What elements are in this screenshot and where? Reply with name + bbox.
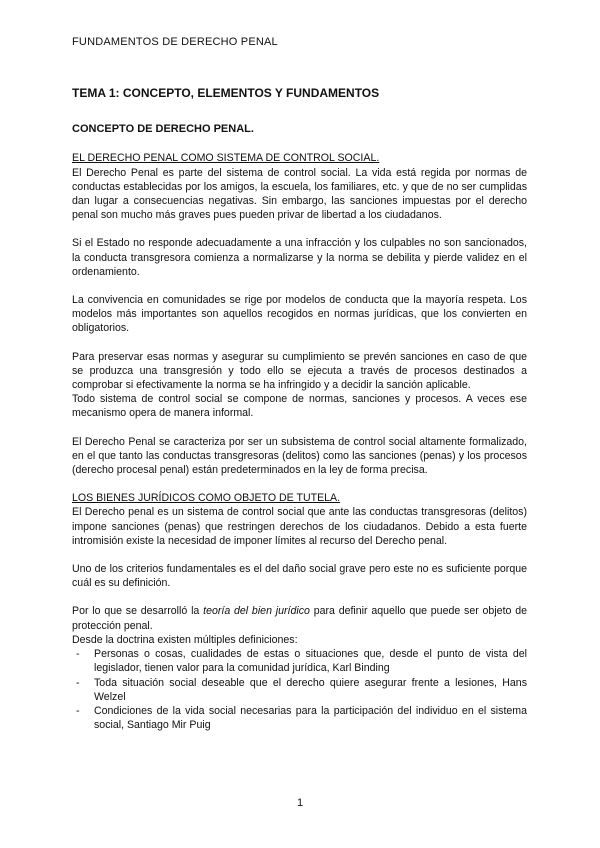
page-number: 1 <box>296 797 304 809</box>
paragraph <box>72 604 527 632</box>
definitions-list <box>72 647 527 732</box>
paragraph: El Derecho Penal se caracteriza por ser un subsistema de control social altamente formalizado, en el que tanto las conductas transgresoras (delitos) como las sanciones (penas) y los procesos (derecho procesal penal) están predeterminados en la ley de forma precisa. <box>72 435 527 477</box>
section-heading-bienes-juridicos: LOS BIENES JURÍDICOS COMO OBJETO DE TUTELA. <box>72 492 341 505</box>
section-bienes-juridicos <box>72 491 527 732</box>
paragraph: Para preservar esas normas y asegurar su cumplimiento se prevén sanciones en caso de que se produzca una transgresión y todo ello se ejecuta a través de procesos destinados a comprobar si efectivamente la norma se ha infringido y a decidir la sanción aplicable. <box>72 350 527 392</box>
list-item: - Personas o cosas, cualidades de estas o situaciones que, desde el punto de vista del legislador, tienen valor para la comunidad jurídica, Karl Binding <box>72 647 527 675</box>
paragraph: Todo sistema de control social se compone de normas, sanciones y procesos. A veces ese mecanismo opera de manera informal. <box>72 393 527 420</box>
list-item: - Toda situación social deseable que el derecho quiere asegurar frente a lesiones, Hans Welzel <box>72 676 527 704</box>
paragraph: Si el Estado no responde adecuadamente a una infracción y los culpables no son sancionados, la conducta transgresora comienza a normalizarse y la norma se debilita y pierde validez en el ordenamiento. <box>72 237 527 278</box>
paragraph: El Derecho penal es un sistema de control social que ante las conductas transgresoras (delitos) impone sanciones (penas) que restringen derechos de los ciudadanos. Debido a esta fuerte intromisión existe la necesidad de imponer límites al recurso del Derecho penal. <box>72 506 527 547</box>
section-control-social <box>72 151 527 477</box>
section-heading-control-social: EL DERECHO PENAL COMO SISTEMA DE CONTROL SOCIAL. <box>72 152 380 165</box>
section-title: CONCEPTO DE DERECHO PENAL. <box>72 123 254 136</box>
document-body <box>72 86 527 732</box>
italic-term: teoría del bien jurídico <box>203 605 310 618</box>
text-run: para definir aquello que puede ser objeto de protección penal. <box>72 605 527 632</box>
running-header: FUNDAMENTOS DE DERECHO PENAL <box>72 36 278 48</box>
paragraph: La convivencia en comunidades se rige por modelos de conducta que la mayoría respeta. Los modelos más importantes son aquellos recogidos en normas jurídicas, que los convierten en obligatorios. <box>72 294 527 335</box>
paragraph: Desde la doctrina existen múltiples definiciones: <box>72 633 298 646</box>
paragraph: El Derecho Penal es parte del sistema de control social. La vida está regida por normas de conductas establecidas por los amigos, la escuela, los familiares, etc. y que de no ser cumplidas dan lugar a consecuencias negativas. Sin embargo, las sanciones impuestas por el derecho penal son mucho más graves pues pueden privar de libertad a los ciudadanos. <box>72 166 527 222</box>
paragraph: Uno de los criterios fundamentales es el del daño social grave pero este no es suficiente porque cuál es su definición. <box>72 563 527 590</box>
chapter-title: TEMA 1: CONCEPTO, ELEMENTOS Y FUNDAMENTOS <box>72 86 380 100</box>
text-run: Por lo que se desarrolló la <box>72 605 204 618</box>
list-item: - Condiciones de la vida social necesarias para la participación del individuo en el sistema social, Santiago Mir Puig <box>72 704 527 732</box>
